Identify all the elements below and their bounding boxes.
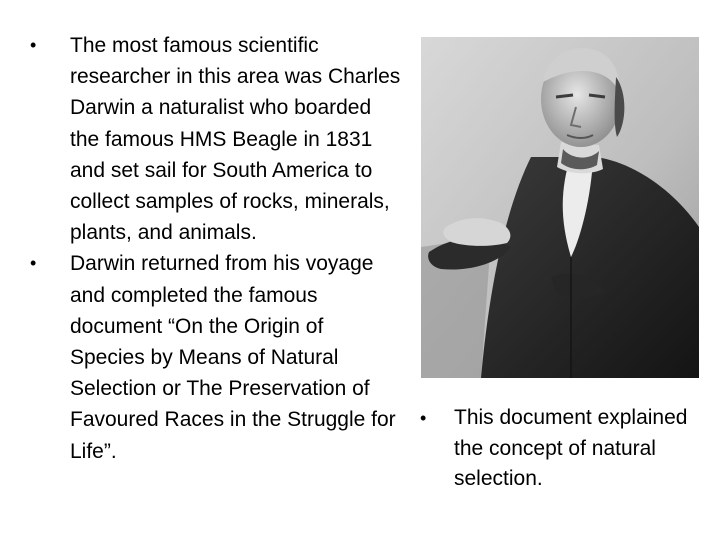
right-bullet-item <box>420 403 710 495</box>
bullet-text: Darwin returned from his voyage and completed the famous document “On the Origin of Species by Means of Natural Selection or The Preservation of Favoured Races in the Struggle for Life”. <box>70 252 396 463</box>
bullet-text: This document explained the concept of natural selection. <box>454 406 688 490</box>
bullet-marker: • <box>420 408 427 428</box>
bullet-marker: • <box>30 35 37 55</box>
bullet-item-darwin-researcher <box>30 30 402 248</box>
left-bullet-list <box>30 30 402 467</box>
portrait-image <box>421 37 699 378</box>
bullet-marker: • <box>30 253 37 274</box>
portrait-photo <box>421 37 699 378</box>
bullet-text: The most famous scientific researcher in this area was Charles Darwin a naturalist who boarded the famous HMS Beagle in 1831 and set sail for South America to collect samples of rocks, minerals, plants, and animals. <box>70 34 401 245</box>
bullet-item-origin-of-species <box>30 248 402 466</box>
